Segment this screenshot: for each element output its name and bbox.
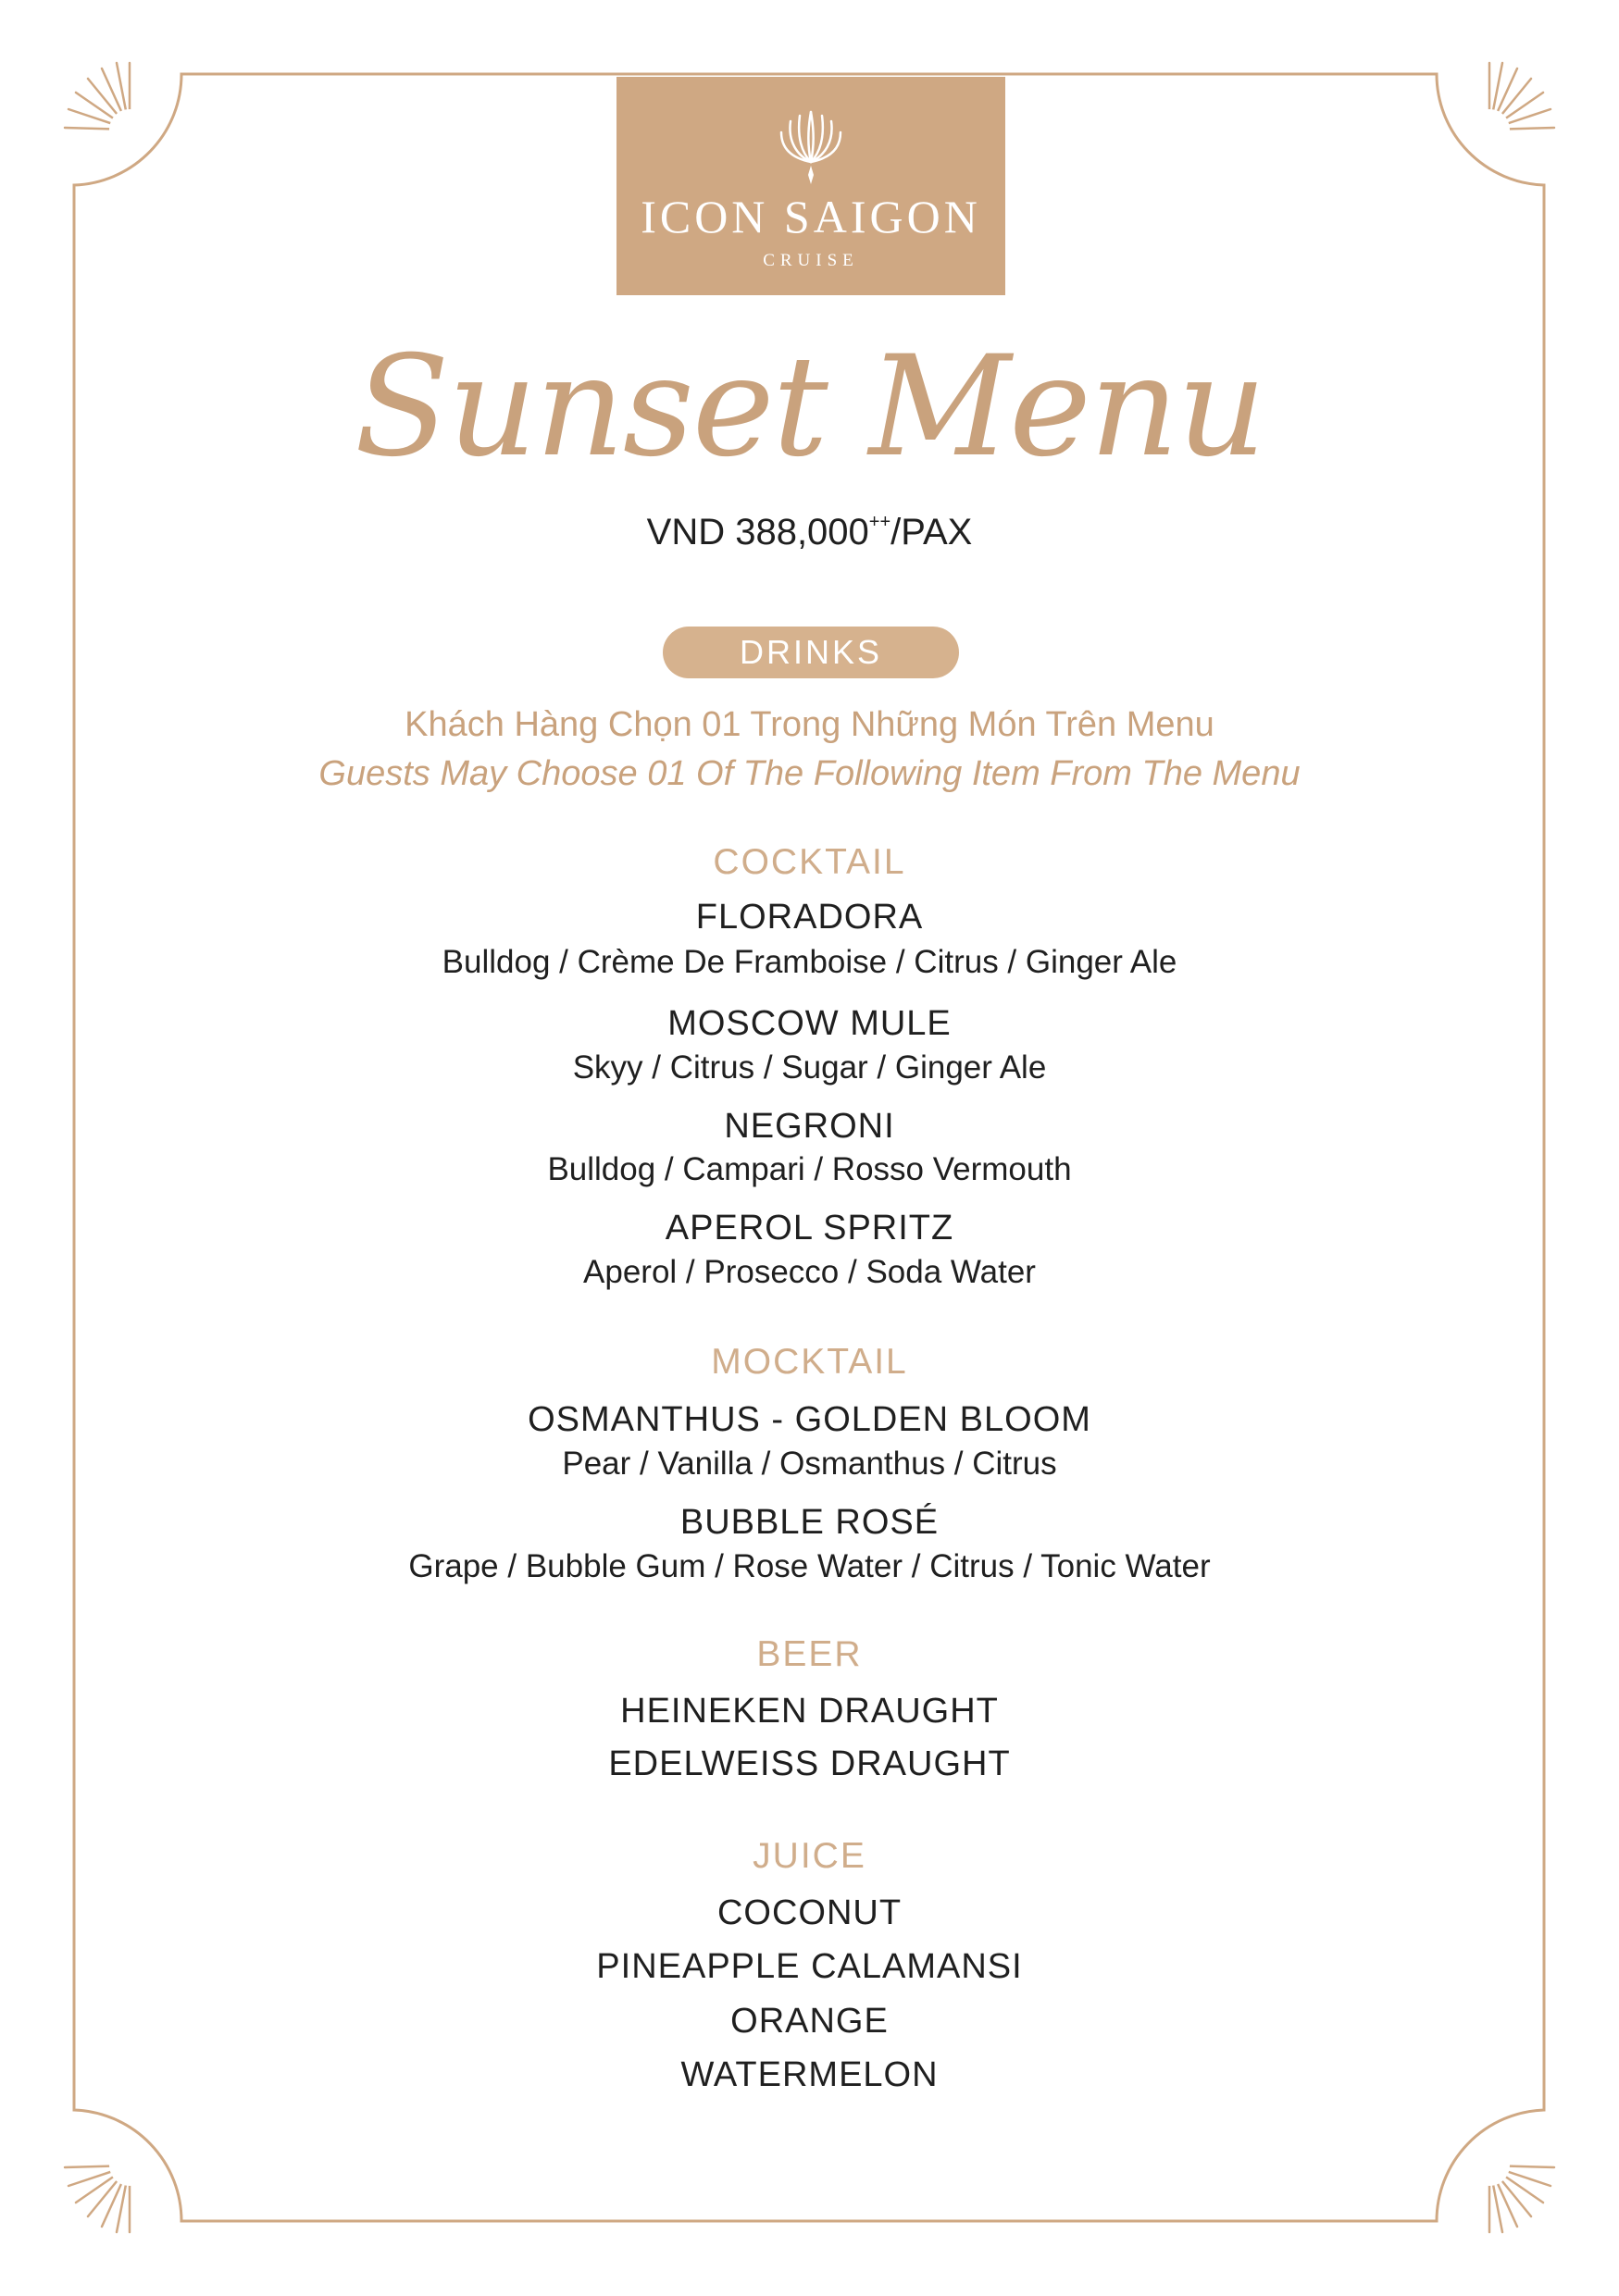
menu-item-name: BUBBLE ROSÉ (679, 1503, 940, 1542)
menu-item-name: OSMANTHUS - GOLDEN BLOOM (528, 1400, 1091, 1439)
brand-logo (616, 77, 1005, 295)
menu-item-name: COCONUT (716, 1893, 903, 1932)
sunburst-icon (56, 2138, 157, 2240)
section-title-cocktail: COCKTAIL (713, 842, 906, 882)
menu-item-name: APEROL SPRITZ (665, 1209, 954, 1247)
menu-item-name: MOSCOW MULE (667, 1004, 952, 1043)
brand-name: ICON SAIGON (641, 191, 981, 242)
menu-title: Sunset Menu (354, 327, 1265, 488)
menu-item-desc: Skyy / Citrus / Sugar / Ginger Ale (572, 1049, 1047, 1086)
section-title-mocktail: MOCKTAIL (711, 1342, 908, 1382)
sunburst-icon (1462, 2138, 1563, 2240)
menu-item-name: ORANGE (730, 2002, 889, 2041)
price-amount: VND 388,000 (646, 512, 869, 552)
menu-item-name: PINEAPPLE CALAMANSI (596, 1947, 1023, 1986)
price-line (0, 512, 1619, 553)
menu-item-desc: Bulldog / Campari / Rosso Vermouth (547, 1151, 1072, 1187)
category-badge: DRINKS (663, 627, 959, 678)
sunburst-icon (1462, 56, 1563, 157)
menu-item-name: WATERMELON (680, 2055, 939, 2094)
menu-item-name: FLORADORA (695, 898, 924, 937)
menu-item-desc: Aperol / Prosecco / Soda Water (583, 1254, 1036, 1290)
section-title-juice: JUICE (753, 1836, 866, 1876)
menu-item-name: HEINEKEN DRAUGHT (620, 1692, 999, 1731)
menu-item-desc: Bulldog / Crème De Framboise / Citrus / Ginger Ale (442, 944, 1177, 980)
menu-item-name: NEGRONI (724, 1107, 895, 1146)
menu-item-desc: Grape / Bubble Gum / Rose Water / Citrus / Tonic Water (408, 1548, 1211, 1584)
brand-subtitle: CRUISE (763, 251, 859, 270)
price-suffix: ++ (868, 512, 891, 532)
menu-item-desc: Pear / Vanilla / Osmanthus / Citrus (562, 1446, 1057, 1482)
sunburst-icon (56, 56, 157, 157)
choice-note-vi: Khách Hàng Chọn 01 Trong Những Món Trên Menu (405, 705, 1214, 744)
section-title-beer: BEER (756, 1634, 863, 1674)
shell-logo-icon (755, 105, 866, 188)
choice-note-en: Guests May Choose 01 Of The Following Item From The Menu (318, 754, 1301, 793)
price-unit: /PAX (890, 512, 973, 552)
menu-item-name: EDELWEISS DRAUGHT (608, 1744, 1011, 1783)
